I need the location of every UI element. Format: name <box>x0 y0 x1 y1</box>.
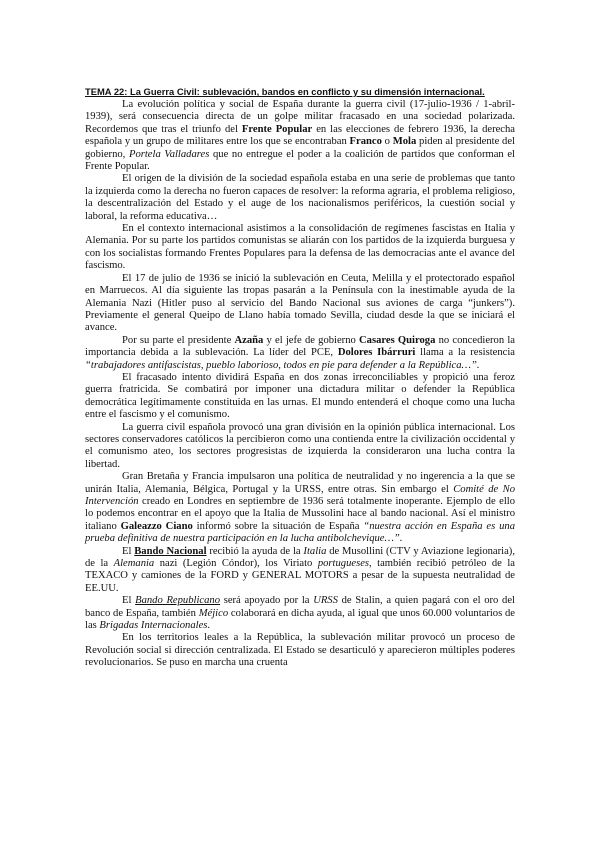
p5-bold-ibarruri: Dolores Ibárruri <box>337 347 416 359</box>
p9-italic-alemania: Alemania <box>113 558 155 570</box>
p8-text-d: informó sobre la situación de España <box>192 520 364 532</box>
p5-bold-azana: Azaña <box>234 334 264 346</box>
p10-text-pre: El <box>122 595 136 607</box>
p1-text-a: La evolución política y social de España durante la guerra civil (17-julio-1936 / 1-abril-1939), será consecuencia directa de un golpe militar fracasado en una sociedad polarizada. Recordemos que tras el triunfo del <box>85 99 515 135</box>
p5-text-d: no concedieron la importancia debida a la sublevación. La líder del PCE, <box>85 334 515 359</box>
p5-text-c: y el jefe de gobierno <box>263 334 359 346</box>
p10-italic-brigadas: Brigadas Internacionales <box>99 620 208 632</box>
paragraph-7: La guerra civil española provocó una gran división en la opinión pública internacional. Los sectores conservadores católicos la percibieron como una contienda entre la civilización occidental y el comunismo ateo, los sectores progresistas de izquierda la consideraron una lucha contra la libertad. <box>85 421 515 470</box>
p5-italic-quote: “trabajadores antifascistas, pueblo laborioso, todos en pie para defender a la República…”. <box>85 359 480 371</box>
paragraph-5 <box>85 335 515 372</box>
p10-underline-bando-republicano: Bando Republicano <box>135 595 221 607</box>
p8-text-c: creado en Londres en septiembre de 1936 será totalmente inoperante. Ejemplo de ello lo podemos encontrar en el apoyo que la Italia de Mussolini hace al bando nacional. Así el ministro italiano <box>85 496 515 532</box>
paragraph-1 <box>85 99 515 173</box>
p1-bold-frente-popular: Frente Popular <box>241 123 313 135</box>
paragraph-10 <box>85 595 515 632</box>
p9-text-pre: El <box>122 545 135 557</box>
paragraph-8 <box>85 471 515 545</box>
document-page <box>85 86 515 670</box>
p9-bold-bando-nacional: Bando Nacional <box>134 545 207 557</box>
p5-bold-casares: Casares Quiroga <box>359 334 436 346</box>
paragraph-9 <box>85 546 515 596</box>
p9-text-a: recibió la ayuda de la <box>206 545 304 557</box>
p5-text-a: Por su parte el presidente <box>122 334 235 346</box>
p1-text-c: en las elecciones de febrero 1936, la derecha española y un grupo de militares entre los que se encontraban <box>85 123 515 148</box>
paragraph-11: En los territorios leales a la República, la sublevación militar provocó un proceso de Revolución social si dirección centralizada. El Estado se desarticuló y aparecieron múltiples poderes revolucionarios. Se puso en marcha una cruenta <box>85 632 515 669</box>
title-text: La Guerra Civil: sublevación, bandos en conflicto y su dimensión internacional. <box>127 86 485 97</box>
p9-italic-portugueses: portugueses <box>317 558 370 570</box>
p10-text-a: será apoyado por la <box>220 595 314 607</box>
p8-text-a: Gran Bretaña y Francia impulsaron una política de neutralidad y no ingerencia a la que se unirán Italia, Alemania, Bélgica, Portugal y la URSS, entre otras. Sin embargo el <box>85 471 515 495</box>
p1-text-e: piden al presidente del gobierno, <box>85 136 515 160</box>
paragraph-4: El 17 de julio de 1936 se inició la sublevación en Ceuta, Melilla y el protectorado español en Marruecos. Al día siguiente las tropas pasarán a la Península con la inestimable ayuda de la Alemania Nazi (Hitler puso al servicio del Bando Nacional sus aviones de carga “junkers”). Previamente el general Queipo de Llano había tomado Sevilla, ciudad desde la que se iniciará el avance. <box>85 272 515 334</box>
p9-text-d: , también recibió petróleo de la TEXACO y camiones de la FORD y GENERAL MOTORS a pesar de la supuesta neutralidad de EE.UU. <box>85 558 515 594</box>
p8-italic-comite: Comité de No Intervención <box>85 483 516 507</box>
p9-italic-italia: Italia <box>303 545 327 557</box>
p10-text-c: colaborará en dicha ayuda, al igual que unos 60.000 voluntarios de las <box>85 607 515 632</box>
p1-text-d: o <box>381 136 393 148</box>
paragraph-6: El fracasado intento dividirá España en dos zonas irreconciliables y propició una feroz guerra fratricida. Se combatirá por imponer una dictadura militar o defender la República democrática legítimamente constituida en las urnas. El mundo entenderá el choque como una lucha entre el fascismo y el comunismo. <box>85 371 515 421</box>
p9-text-b: de Musollini (CTV y Aviazione legionaria), de la <box>85 545 515 570</box>
p1-bold-franco: Franco <box>349 136 382 148</box>
document-title <box>85 86 515 97</box>
p5-text-e: llama a la resistencia <box>415 347 515 359</box>
p10-italic-urss: URSS <box>313 595 338 607</box>
p8-bold-ciano: Galeazzo Ciano <box>120 520 193 532</box>
p1-bold-mola: Mola <box>392 136 417 148</box>
paragraph-3: En el contexto internacional asistimos a la consolidación de regímenes fascistas en Italia y Alemania. Por su parte los partidos comunistas se aliarán con los partidos de la izquierda burguesa y con los socialistas formando Frentes Populares para la defensa de las democracias ante el avance del fascismo. <box>85 223 515 272</box>
p1-text-f: que no entregue el poder a la coalición de partidos que conforman el Frente Popular. <box>85 148 515 173</box>
p8-italic-quote: “nuestra acción en España es una prueba definitiva de nuestra participación en la lucha antibolchevique…”. <box>85 520 515 545</box>
p9-text-c: nazi (Legión Cóndor), los Viriato <box>154 558 318 570</box>
p10-italic-mejico: Méjico <box>198 607 229 619</box>
title-label: TEMA 22: <box>85 86 128 97</box>
p10-text-b: de Stalin, a quien pagará con el oro del banco de España, también <box>85 595 515 619</box>
paragraph-2: El origen de la división de la sociedad española estaba en una serie de problemas que tanto la izquierda como la derecha no fueron capaces de resolver: la reforma agraria, el problema religioso, la descentralización del Estado y el auge de los nacionalismos periféricos, la cuestión social y laboral, la reforma educativa… <box>85 173 515 222</box>
p1-italic-portela: Portela Valladares <box>128 148 210 160</box>
p10-text-d: . <box>207 620 211 632</box>
